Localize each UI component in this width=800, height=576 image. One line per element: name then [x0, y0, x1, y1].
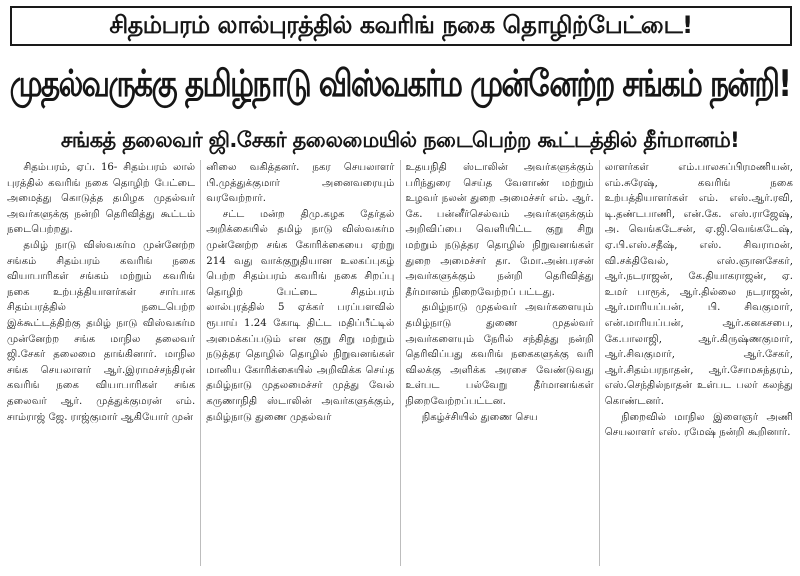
main-headline: முதல்வருக்கு தமிழ்நாடு விஸ்வகர்ம முன்னேற்ற சங்கம் நன்றி!: [9, 62, 791, 105]
paragraph: தமிழ் நாடு விஸ்வகர்ம முன்னேற்ற சங்கம் சிதம்பரம் கவரிங் நகை வியாபாரிகள் சங்கம் மற்றும் கவரிங் நகை உற்பத்தியாளர்கள் சார்பாக சிதம்பரத்தில் நடைபெற்ற இக்கூட்டத்திற்கு தமிழ் நாடு விஸ்வகர்ம முன்னேற்ற சங்க மாநில தலைவர் ஜி.சேகர் தலைமை தாங்கினார். மாநில சங்க செயலாளர் ஆர்.இராமச்சந்திரன் கவரிங் நகை வியாபாரிகள் சங்க தலைவர் ஆர். முத்துக்குமரன் எம். சாம்ராஜ் ஜே. ராஜ்குமார் ஆகியோர் முன்: [7, 239, 196, 423]
paragraph: லாளர்கள் எம்.பாலசுப்பிரமணியன், எம்.சுரேஷ், கவரிங் நகை உற்பத்தியாளர்கள் எம். எஸ்.ஆர்.ரவி, டி.தண்டபாணி, என்.கே. எஸ்.ராஜேஷ், அ. வெங்கடேசன், ஏ.ஜி.வெங்கடேஷ், ஏ.பி.எஸ்.சதீஷ், எஸ். சிவராமன், வி.சக்திவேல், எஸ்.ஞானசேகர், ஆர்.நடராஜன், கே.தியாகராஜன், ஏ. உமர் பாரூக், ஆர்.தில்லை நடராஜன், ஆர்.மாரியப்பன், பி. சிவகுமார், என்.மாரியப்பன், ஆர்.கனகசபை, கே.பாலாஜி, ஆர்.கிருஷ்ணகுமார், ஆர்.சிவகுமார், ஆர்.சேகர், ஆர்.சிதம்பரநாதன், ஆர்.சோமசுந்தரம், எஸ்.செந்தில்நாதன் உள்பட பலர் கலந்து கொண்டனர்.: [604, 162, 793, 407]
paragraph: நிகழ்ச்சியில் துணை செய: [421, 411, 538, 423]
article-column-2: [200, 160, 399, 566]
article-body: [2, 160, 798, 566]
paragraph: சட்ட மன்ற திமு.கழக தேர்தல் அறிக்கையில் தமிழ் நாடு விஸ்வகர்ம முன்னேற்ற சங்க கோரிக்கையை ஏற்று 214 வது வாக்குறுதியான உலகப்புகழ் பெற்ற சிதம்பரம் கவரிங் நகை சிறப்பு தொழிற் பேட்டை சிதம்பரம் லால்புரத்தில் 5 ஏக்கர் பரப்பளவில் ரூபாய் 1.24 கோடி திட்ட மதிப்பீட்டில் அமைக்கப்படும் என குறு சிறு மற்றும் நடுத்தர தொழில் தொழில் நிறுவனங்கள் மானிய கோரிக்கையில் அறிவிக்க செய்த தமிழ்நாடு முதலமைச்சர் முத்து வேல் கருணாநிதி ஸ்டாலின் அவர்களுக்கும், தமிழ்நாடு துணை முதல்வர்: [206, 208, 395, 423]
kicker-headline: சிதம்பரம் லால்புரத்தில் கவரிங் நகை தொழிற்பேட்டை!: [10, 6, 792, 46]
article-column-4: [599, 160, 798, 566]
paragraph: சிதம்பரம், ஏப். 16- சிதம்பரம் லால் புரத்தில் கவரிங் நகை தொழிற் பேட்டை அமைத்து கொடுத்த தமிழக முதல்வர் அவர்களுக்கு நன்றி தெரிவித்து கூட்டம் நடைபெற்றது.: [7, 162, 196, 236]
paragraph: உதயநிதி ஸ்டாலின் அவர்களுக்கும் பரிந்துரை செய்த வேளாண் மற்றும் உழவர் நலன் துறை அமைச்சர் எம். ஆர். கே. பன்னீர்செல்வம் அவர்களுக்கும் அறிவிப்பை வெளியிட்ட குறு சிறு மற்றும் நடுத்தர தொழில் நிறுவனங்கள் துறை அமைச்சர் தா. மோ.அன்பரசன் அவர்களுக்கும் நன்றி தெரிவித்து தீர்மானம் நிறைவேற்றப் பட்டது.: [405, 162, 594, 298]
paragraph: தமிழ்நாடு முதல்வர் அவர்களையும் தமிழ்நாடு துணை முதல்வர் அவர்களையும் நேரில் சந்தித்து நன்றி தெரிவிப்பது கவரிங் நகைகளுக்கு வரி விலக்கு அளிக்க அரசை வேண்டுவது உள்பட பல்வேறு தீர்மானங்கள் நிறைவேற்றப்பட்டன.: [405, 302, 594, 407]
article-column-3: [400, 160, 599, 566]
article-column-1: [2, 160, 200, 566]
sub-headline: சங்கத் தலைவர் ஜி.சேகர் தலைமையில் நடைபெற்ற கூட்டத்தில் தீர்மானம்!: [60, 127, 740, 152]
paragraph: நிறைவில் மாநில இளைஞர் அணி செயலாளர் எஸ். ரமேஷ் நன்றி கூறினார்.: [604, 411, 793, 439]
paragraph: னிலை வகித்தனர். நகர செயலாளர் பி.முத்துக்குமார் அனைவரையும் வரவேற்றார்.: [206, 162, 395, 205]
